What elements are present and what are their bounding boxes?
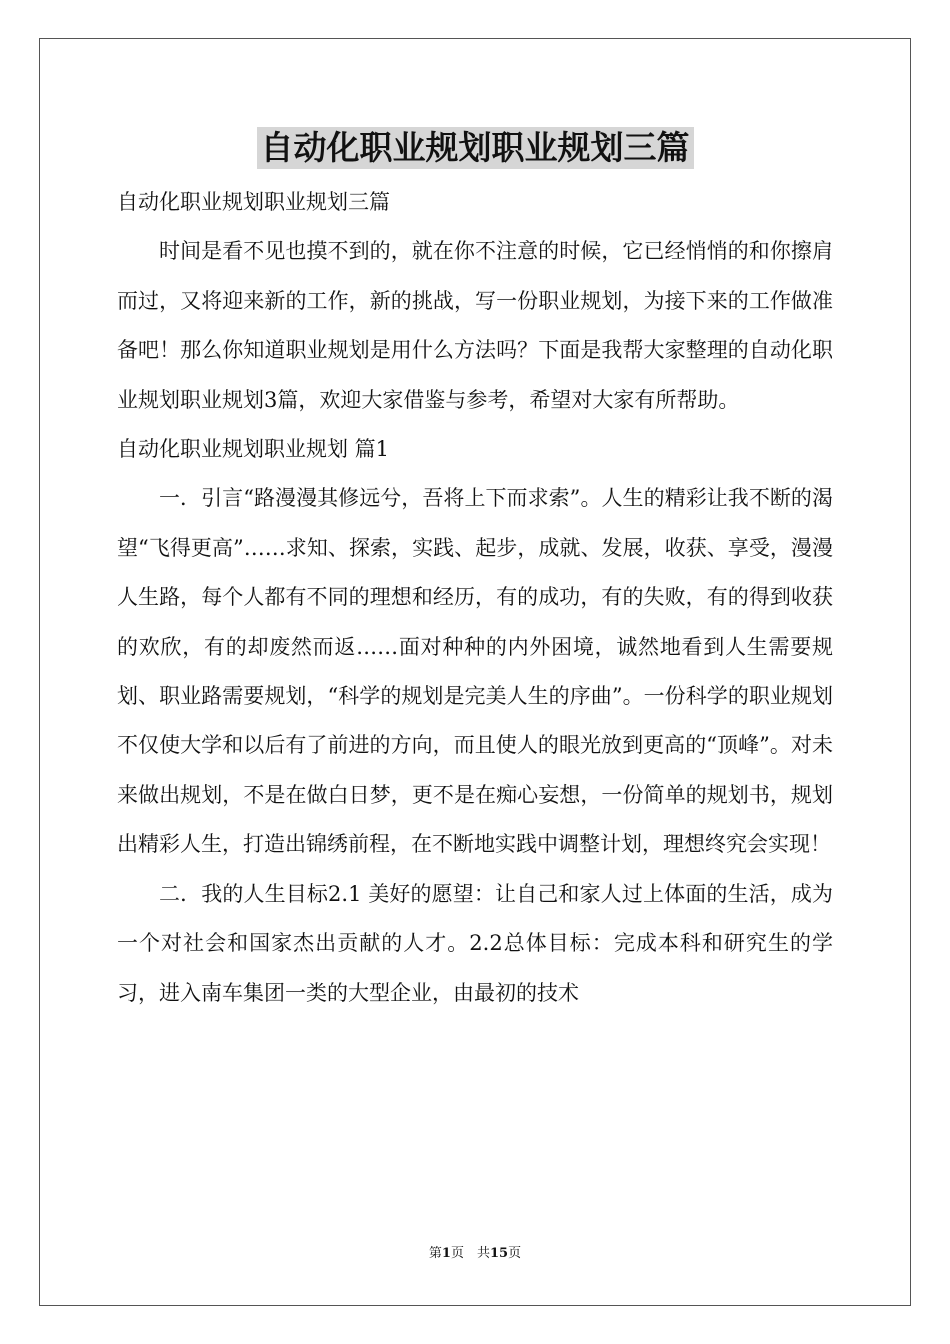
- total-page-number: 15: [489, 1246, 509, 1261]
- page-label-mid: 页 共: [450, 1246, 490, 1261]
- paragraph-introduction: 一．引言“路漫漫其修远兮，吾将上下而求索”。人生的精彩让我不断的渴望“飞得更高”……求知、探索，实践、起步，成就、发展，收获、享受，漫漫人生路，每个人都有不同的理想和经历，有的成功，有的失败，有的得到收获的欢欣，有的却废然而返……面对种种的内外困境，诚然地看到人生需要规划、职业路需要规划，“科学的规划是完美人生的序曲”。一份科学的职业规划不仅使大学和以后有了前进的方向，而且使人的眼光放到更高的“顶峰”。对未来做出规划，不是在做白日梦，更不是在痴心妄想，一份简单的规划书，规划出精彩人生，打造出锦绣前程，在不断地实践中调整计划，理想终究会实现！: [117, 486, 833, 857]
- document-subtitle: 自动化职业规划职业规划三篇: [117, 190, 390, 214]
- page-label-prefix: 第: [428, 1246, 442, 1261]
- title-container: [0, 127, 950, 169]
- intro-paragraph: 时间是看不见也摸不到的，就在你不注意的时候，它已经悄悄的和你擦肩而过，又将迎来新的工作，新的挑战，写一份职业规划，为接下来的工作做准备吧！那么你知道职业规划是用什么方法吗？下面是我帮大家整理的自动化职业规划职业规划3篇，欢迎大家借鉴与参考，希望对大家有所帮助。: [117, 239, 833, 412]
- page-label-suffix: 页: [508, 1246, 522, 1261]
- document-body: [117, 178, 833, 1018]
- document-title: 自动化职业规划职业规划三篇: [257, 127, 694, 169]
- paragraph-life-goals: 二．我的人生目标2.1 美好的愿望：让自己和家人过上体面的生活，成为一个对社会和国家杰出贡献的人才。2.2总体目标：完成本科和研究生的学习，进入南车集团一类的大型企业，由最初的技术: [117, 881, 833, 1005]
- section-heading: 自动化职业规划职业规划 篇1: [117, 437, 390, 462]
- current-page-number: 1: [441, 1246, 451, 1261]
- page-footer: [0, 1245, 950, 1263]
